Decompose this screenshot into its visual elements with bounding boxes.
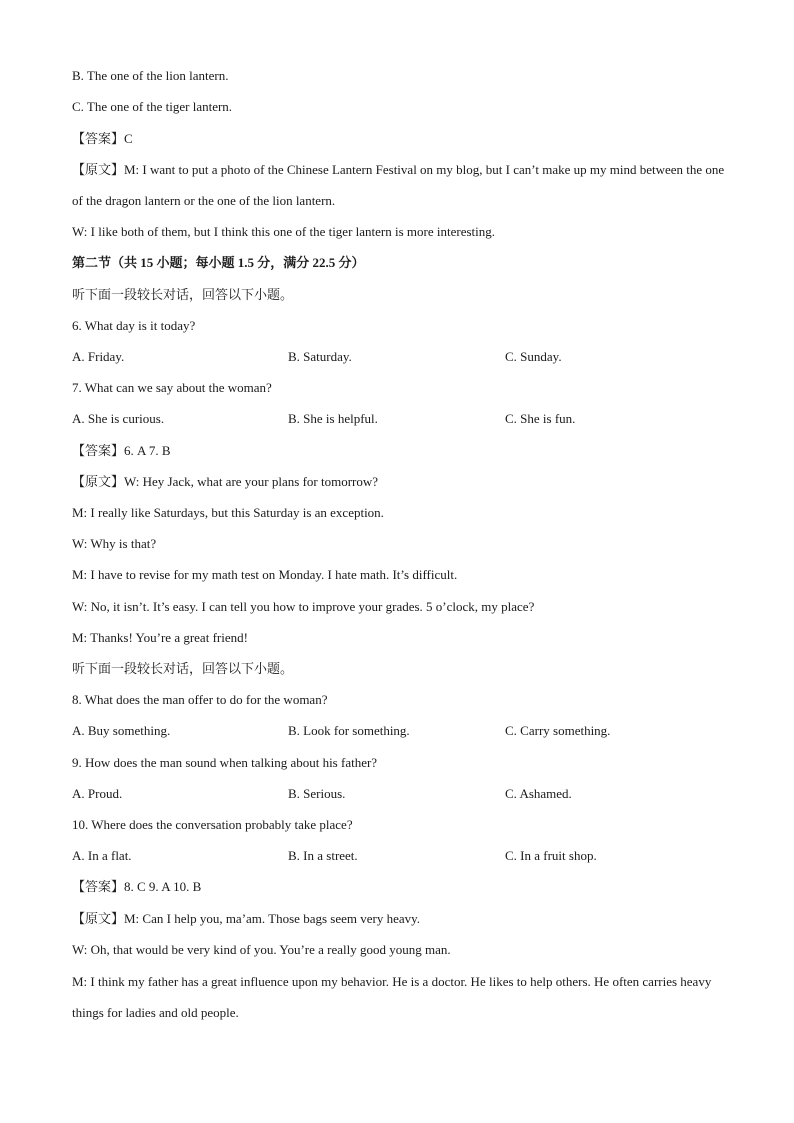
question-9: 9. How does the man sound when talking about his father? — [72, 755, 378, 770]
q7-option-a: A. She is curious. — [72, 411, 165, 426]
q7-option-c: C. She is fun. — [505, 411, 576, 426]
question-10: 10. Where does the conversation probably take place? — [72, 817, 353, 832]
instruction-1: 听下面一段较长对话，回答以下小题。 — [72, 287, 294, 302]
q6-option-c: C. Sunday. — [505, 349, 562, 364]
transcript-5-m: 【原文】M: I want to put a photo of the Chinese Lantern Festival on my blog, but I can’t make up my mind between the one of the dragon lantern or the one of the lion lantern. — [72, 162, 725, 208]
option-c-tiger: C. The one of the tiger lantern. — [72, 99, 233, 114]
q9-option-c: C. Ashamed. — [505, 786, 572, 801]
q10-option-b: B. In a street. — [288, 848, 358, 863]
q9-option-a: A. Proud. — [72, 786, 123, 801]
transcript-6-7-m2: M: I have to revise for my math test on Monday. I hate math. It’s difficult. — [72, 567, 458, 582]
q7-option-b: B. She is helpful. — [288, 411, 378, 426]
q9-option-b: B. Serious. — [288, 786, 346, 801]
answer-5: 【答案】C — [72, 131, 133, 146]
q10-option-a: A. In a flat. — [72, 848, 132, 863]
transcript-5-w: W: I like both of them, but I think this one of the tiger lantern is more interesting. — [72, 224, 496, 239]
q8-option-a: A. Buy something. — [72, 723, 171, 738]
q10-option-c: C. In a fruit shop. — [505, 848, 597, 863]
q6-option-a: A. Friday. — [72, 349, 125, 364]
transcript-6-7-w3: W: No, it isn’t. It’s easy. I can tell you how to improve your grades. 5 o’clock, my place? — [72, 599, 535, 614]
q6-option-b: B. Saturday. — [288, 349, 352, 364]
answer-8-10: 【答案】8. C 9. A 10. B — [72, 879, 202, 894]
transcript-8-10-m1: 【原文】M: Can I help you, ma’am. Those bags seem very heavy. — [72, 911, 421, 926]
question-7: 7. What can we say about the woman? — [72, 380, 272, 395]
transcript-8-10-m2: M: I think my father has a great influence upon my behavior. He is a doctor. He likes to help others. He often carries heavy things for ladies and old people. — [72, 974, 712, 1020]
question-8: 8. What does the man offer to do for the woman? — [72, 692, 328, 707]
transcript-6-7-w1: 【原文】W: Hey Jack, what are your plans for tomorrow? — [72, 474, 379, 489]
question-6: 6. What day is it today? — [72, 318, 196, 333]
transcript-8-10-w1: W: Oh, that would be very kind of you. You’re a really good young man. — [72, 942, 451, 957]
transcript-6-7-m3: M: Thanks! You’re a great friend! — [72, 630, 248, 645]
answer-6-7: 【答案】6. A 7. B — [72, 443, 171, 458]
transcript-6-7-m1: M: I really like Saturdays, but this Saturday is an exception. — [72, 505, 384, 520]
q8-option-b: B. Look for something. — [288, 723, 410, 738]
instruction-2: 听下面一段较长对话，回答以下小题。 — [72, 661, 294, 676]
option-b-lion: B. The one of the lion lantern. — [72, 68, 229, 83]
transcript-6-7-w2: W: Why is that? — [72, 536, 157, 551]
section-heading: 第二节（共 15 小题；每小题 1.5 分，满分 22.5 分） — [72, 255, 365, 270]
q8-option-c: C. Carry something. — [505, 723, 611, 738]
